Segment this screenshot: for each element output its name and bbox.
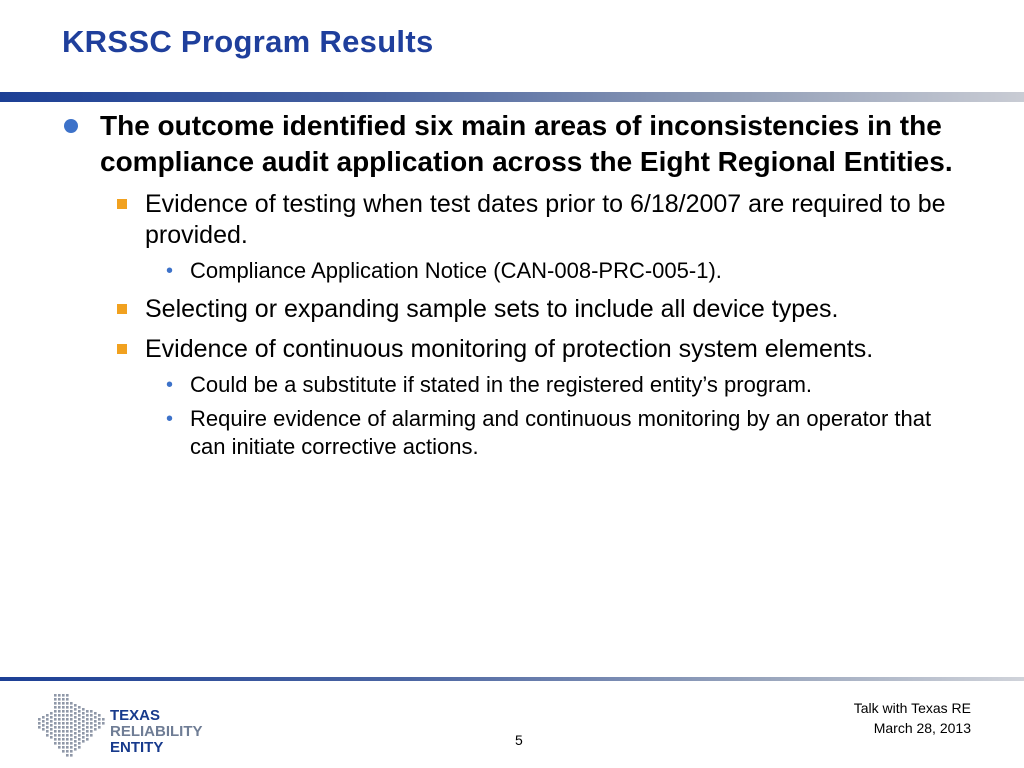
logo-dot: [54, 710, 57, 713]
logo-dot: [62, 734, 65, 737]
logo-dot: [90, 710, 93, 713]
logo-dot: [70, 714, 73, 717]
logo-dot: [58, 718, 61, 721]
logo-dot: [58, 742, 61, 745]
logo-dot: [62, 722, 65, 725]
logo-dot: [62, 726, 65, 729]
logo-dot: [38, 726, 41, 729]
logo-dot: [46, 730, 49, 733]
logo-dot: [58, 714, 61, 717]
logo-dot: [66, 746, 69, 749]
logo-dot: [42, 728, 45, 731]
logo-dot: [46, 734, 49, 737]
logo-dot: [46, 714, 49, 717]
logo-dot: [66, 706, 69, 709]
logo-dot: [54, 722, 57, 725]
logo-dot: [66, 730, 69, 733]
logo-dot: [66, 722, 69, 725]
logo-dot: [94, 724, 97, 727]
logo-dot: [70, 738, 73, 741]
logo-dot: [86, 714, 89, 717]
logo-dot: [66, 734, 69, 737]
logo-dot: [82, 712, 85, 715]
logo-dot: [98, 726, 101, 729]
logo-dot: [54, 730, 57, 733]
texas-re-logo: [34, 688, 234, 758]
logo-dot: [54, 738, 57, 741]
logo-dot: [74, 704, 77, 707]
logo-dot: [62, 710, 65, 713]
logo-dot: [54, 694, 57, 697]
bullet-level3: [166, 371, 954, 399]
logo-dot: [58, 698, 61, 701]
bullet-level3: [166, 405, 954, 461]
logo-dot: [38, 718, 41, 721]
bullet-level2: [145, 294, 964, 325]
round-bullet-icon: [64, 119, 78, 133]
logo-dot: [90, 726, 93, 729]
dot-bullet-icon: •: [166, 260, 174, 282]
bullet-text: Compliance Application Notice (CAN-008-PRC-005-1).: [190, 258, 722, 283]
bullet-text: Could be a substitute if stated in the registered entity’s program.: [190, 372, 813, 397]
logo-dot: [58, 726, 61, 729]
bullet-text: Selecting or expanding sample sets to include all device types.: [145, 295, 839, 323]
logo-dot: [90, 734, 93, 737]
logo-dot: [86, 722, 89, 725]
logo-dot: [54, 702, 57, 705]
logo-dot: [74, 748, 77, 751]
logo-dot: [78, 706, 81, 709]
logo-dot: [70, 750, 73, 753]
logo-dot: [54, 714, 57, 717]
logo-dot: [50, 728, 53, 731]
logo-dot: [70, 718, 73, 721]
logo-dot: [70, 742, 73, 745]
logo-dot: [78, 734, 81, 737]
logo-dot: [78, 746, 81, 749]
logo-dot: [62, 750, 65, 753]
footer-event: Talk with Texas RE: [853, 700, 971, 716]
logo-dot: [50, 716, 53, 719]
bullet-text: Require evidence of alarming and continuous monitoring by an operator that can initiate corrective actions.: [190, 406, 932, 459]
logo-dot: [86, 734, 89, 737]
logo-dot: [78, 722, 81, 725]
logo-dot: [74, 728, 77, 731]
logo-dot: [42, 720, 45, 723]
logo-dot: [58, 722, 61, 725]
logo-dot: [62, 742, 65, 745]
logo-dot: [102, 718, 105, 721]
logo-dot: [78, 718, 81, 721]
logo-dot: [42, 716, 45, 719]
logo-dot: [66, 718, 69, 721]
logo-dot: [82, 736, 85, 739]
logo-dot: [58, 694, 61, 697]
bullet-level2: [145, 334, 964, 365]
footer-divider-bar: [0, 677, 1024, 681]
logo-dot: [66, 698, 69, 701]
bullet-text: Evidence of testing when test dates prior to 6/18/2007 are required to be provided.: [145, 190, 946, 249]
logo-dot: [66, 726, 69, 729]
square-bullet-icon: [117, 304, 127, 314]
logo-dot: [86, 730, 89, 733]
logo-dot: [70, 746, 73, 749]
logo-dot: [58, 710, 61, 713]
logo-dot: [82, 720, 85, 723]
logo-dot: [90, 718, 93, 721]
logo-word-reliability: RELIABILITY: [110, 723, 203, 740]
logo-dot: [82, 716, 85, 719]
slide-title: KRSSC Program Results: [62, 24, 434, 59]
logo-dot: [62, 694, 65, 697]
logo-dot: [90, 722, 93, 725]
logo-dot: [62, 718, 65, 721]
logo-dot: [54, 742, 57, 745]
logo-dot: [78, 710, 81, 713]
logo-dot: [50, 720, 53, 723]
logo-dot: [54, 726, 57, 729]
logo-dot: [70, 730, 73, 733]
logo-dot: [82, 740, 85, 743]
logo-dot: [94, 716, 97, 719]
logo-dot: [78, 730, 81, 733]
logo-dot: [54, 706, 57, 709]
bullet-level1: [100, 108, 964, 180]
logo-dot: [66, 714, 69, 717]
logo-dot: [82, 724, 85, 727]
footer-date: March 28, 2013: [873, 720, 971, 736]
logo-dot: [78, 742, 81, 745]
bullet-level3: [166, 257, 954, 285]
logo-dot: [70, 726, 73, 729]
logo-dot: [58, 734, 61, 737]
logo-dot: [86, 710, 89, 713]
logo-dot: [58, 738, 61, 741]
logo-dot: [58, 730, 61, 733]
logo-dot: [66, 738, 69, 741]
logo-dot: [82, 728, 85, 731]
bullet-level2: [145, 189, 964, 251]
logo-dot: [70, 710, 73, 713]
logo-dot: [62, 730, 65, 733]
logo-dot: [74, 732, 77, 735]
logo-dot: [66, 750, 69, 753]
logo-dot: [70, 754, 73, 757]
logo-word-entity: ENTITY: [110, 739, 164, 756]
logo-dot: [54, 734, 57, 737]
logo-dot: [70, 722, 73, 725]
logo-dot: [66, 694, 69, 697]
logo-dot: [74, 740, 77, 743]
logo-dot: [82, 708, 85, 711]
logo-dot: [50, 736, 53, 739]
logo-dot: [90, 714, 93, 717]
logo-dot: [46, 722, 49, 725]
logo-dot: [54, 718, 57, 721]
logo-dot: [90, 730, 93, 733]
logo-dot: [70, 706, 73, 709]
logo-dot: [62, 706, 65, 709]
logo-dot: [74, 716, 77, 719]
logo-dot: [58, 746, 61, 749]
logo-dot: [50, 712, 53, 715]
logo-dot: [66, 702, 69, 705]
logo-dot: [58, 702, 61, 705]
logo-dot: [78, 726, 81, 729]
logo-dot: [86, 726, 89, 729]
logo-dot: [66, 742, 69, 745]
logo-dot: [78, 714, 81, 717]
logo-dot: [78, 738, 81, 741]
logo-dot: [74, 724, 77, 727]
footer-info: [854, 698, 971, 738]
logo-dot: [98, 714, 101, 717]
logo-dot: [94, 712, 97, 715]
logo-word-texas: TEXAS: [110, 707, 161, 724]
logo-dot: [74, 708, 77, 711]
logo-dot: [62, 702, 65, 705]
logo-dot: [50, 732, 53, 735]
logo-dot: [66, 754, 69, 757]
logo-dot: [74, 712, 77, 715]
logo-dot: [70, 734, 73, 737]
logo-dot: [86, 718, 89, 721]
logo-dot: [54, 698, 57, 701]
logo-dot: [58, 706, 61, 709]
logo-dot: [46, 726, 49, 729]
logo-dot: [74, 736, 77, 739]
logo-dot: [62, 698, 65, 701]
logo-dot: [66, 710, 69, 713]
bullet-text: Evidence of continuous monitoring of protection system elements.: [145, 335, 874, 363]
dot-bullet-icon: •: [166, 408, 174, 430]
logo-dot: [74, 720, 77, 723]
logo-dot: [62, 714, 65, 717]
logo-dot: [94, 720, 97, 723]
logo-dot: [94, 728, 97, 731]
logo-dot: [82, 732, 85, 735]
logo-dot: [70, 702, 73, 705]
logo-dot: [98, 718, 101, 721]
dot-bullet-icon: •: [166, 374, 174, 396]
logo-dot: [42, 724, 45, 727]
logo-dot: [50, 724, 53, 727]
logo-dot: [74, 744, 77, 747]
logo-dot: [62, 738, 65, 741]
square-bullet-icon: [117, 199, 127, 209]
logo-dot: [86, 738, 89, 741]
logo-dot: [102, 722, 105, 725]
logo-dot: [38, 722, 41, 725]
logo-dot: [98, 722, 101, 725]
slide-content: [0, 108, 1024, 461]
title-divider-bar: [0, 92, 1024, 102]
square-bullet-icon: [117, 344, 127, 354]
logo-dot: [62, 746, 65, 749]
logo-dot: [46, 718, 49, 721]
bullet-text: The outcome identified six main areas of inconsistencies in the compliance audit application across the Eight Regional Entities.: [100, 110, 953, 177]
page-number: 5: [515, 732, 523, 748]
